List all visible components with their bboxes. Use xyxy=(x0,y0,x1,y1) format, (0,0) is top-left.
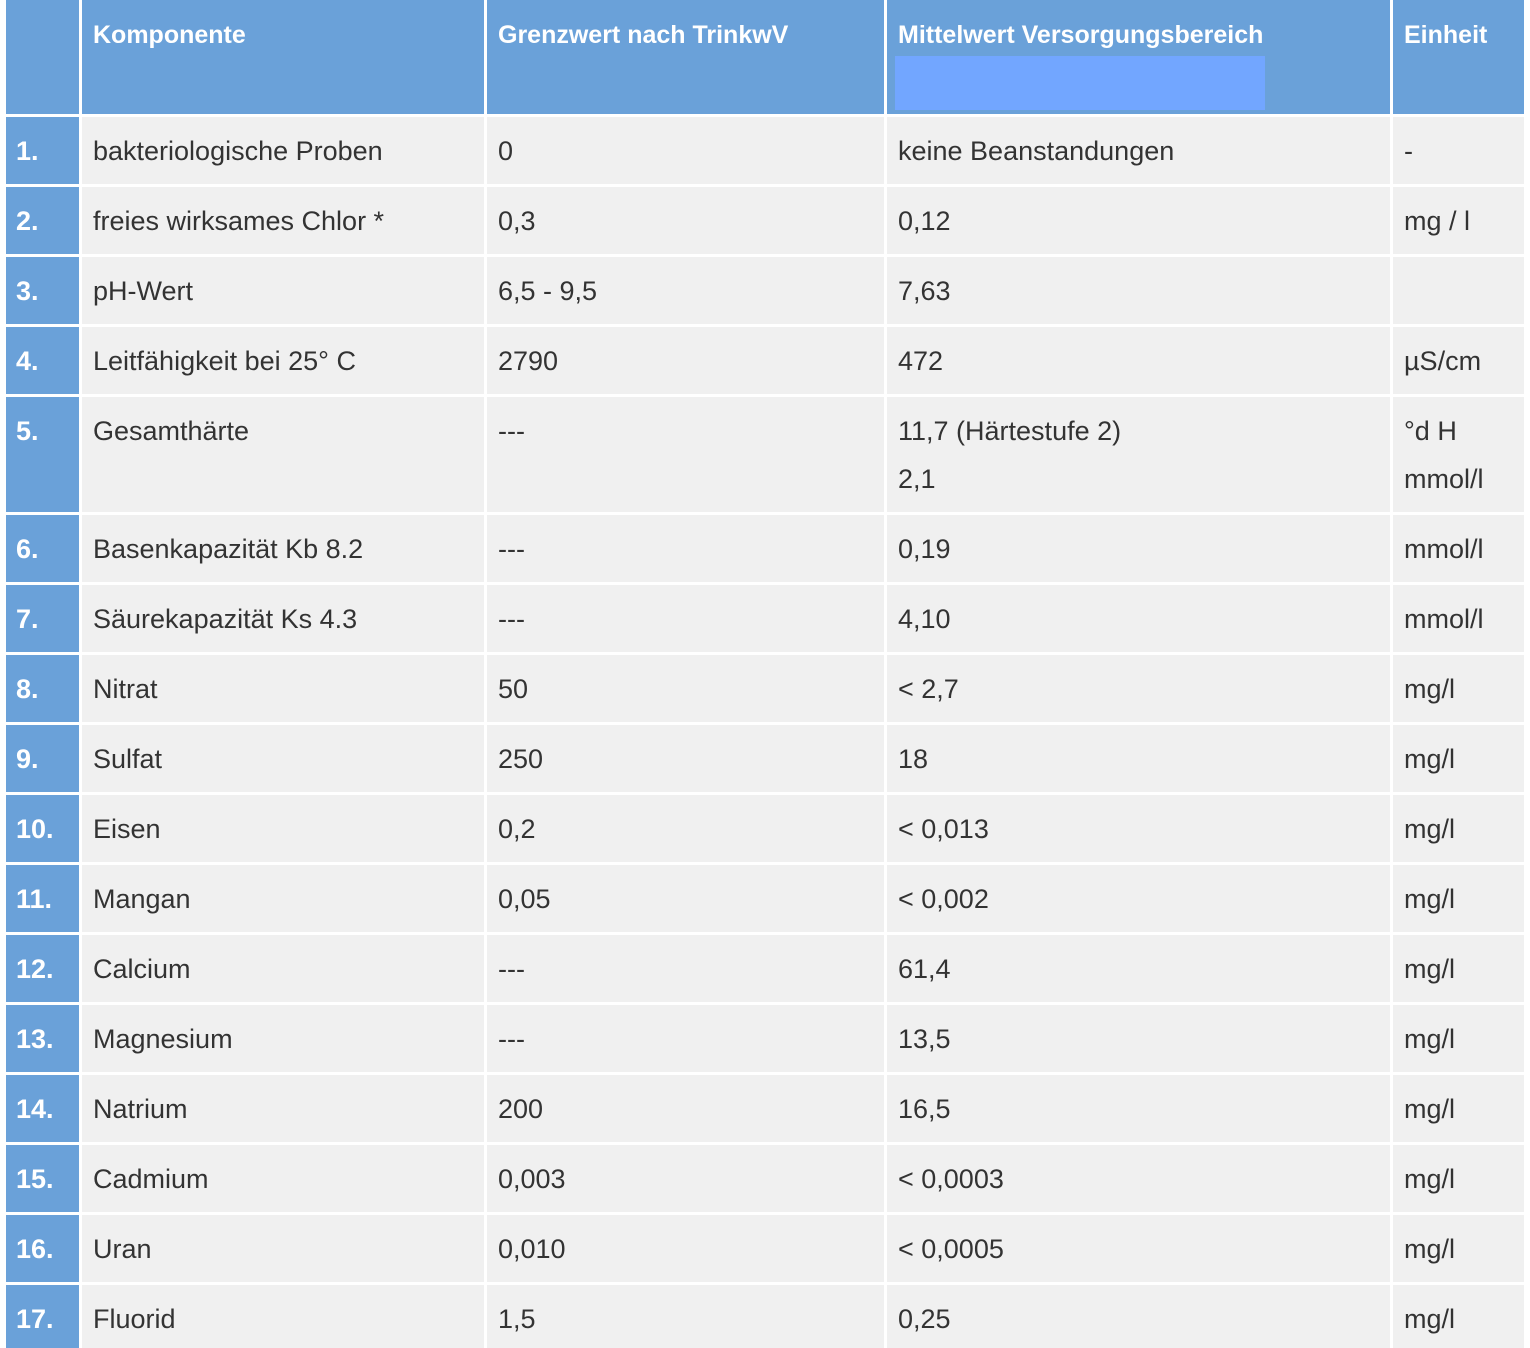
unit-value: mg/l xyxy=(1404,814,1456,844)
limit-value-cell: 0,010 xyxy=(487,1215,884,1282)
header-cell-component: Komponente xyxy=(82,0,484,114)
unit-cell xyxy=(1393,865,1524,932)
limit-value-cell: --- xyxy=(487,515,884,582)
row-number-cell: 14. xyxy=(6,1075,79,1142)
table-row xyxy=(6,935,1524,1002)
mean-value-secondary: 2,1 xyxy=(898,464,936,494)
limit-value-cell: 0,003 xyxy=(487,1145,884,1212)
unit-value: - xyxy=(1404,136,1413,166)
table-row xyxy=(6,1285,1524,1348)
unit-cell xyxy=(1393,1075,1524,1142)
limit-value-cell: 0,2 xyxy=(487,795,884,862)
header-cell-mean xyxy=(887,0,1390,114)
limit-value-cell: --- xyxy=(487,397,884,512)
unit-value: mg/l xyxy=(1404,674,1456,704)
unit-cell xyxy=(1393,795,1524,862)
row-number-cell: 6. xyxy=(6,515,79,582)
row-number-cell: 1. xyxy=(6,117,79,184)
limit-value-cell: 250 xyxy=(487,725,884,792)
unit-cell xyxy=(1393,725,1524,792)
mean-value: 0,25 xyxy=(898,1304,951,1334)
unit-value: mg/l xyxy=(1404,1164,1456,1194)
row-number-cell: 7. xyxy=(6,585,79,652)
unit-cell xyxy=(1393,1145,1524,1212)
limit-value-cell: --- xyxy=(487,585,884,652)
unit-cell xyxy=(1393,655,1524,722)
mean-value-cell xyxy=(887,585,1390,652)
unit-cell xyxy=(1393,1285,1524,1348)
component-cell: Fluorid xyxy=(82,1285,484,1348)
table-row xyxy=(6,585,1524,652)
mean-value: 472 xyxy=(898,346,944,376)
unit-value: mg/l xyxy=(1404,744,1456,774)
component-cell: bakteriologische Proben xyxy=(82,117,484,184)
component-cell: Magnesium xyxy=(82,1005,484,1072)
mean-value: 7,63 xyxy=(898,276,951,306)
mean-value: 61,4 xyxy=(898,954,951,984)
unit-cell xyxy=(1393,117,1524,184)
mean-value: 4,10 xyxy=(898,604,951,634)
unit-cell xyxy=(1393,515,1524,582)
unit-cell xyxy=(1393,397,1524,512)
unit-cell xyxy=(1393,1005,1524,1072)
unit-cell xyxy=(1393,257,1524,324)
mean-value: < 0,002 xyxy=(898,884,989,914)
component-cell: Mangan xyxy=(82,865,484,932)
unit-value: mmol/l xyxy=(1404,534,1484,564)
mean-value: 0,12 xyxy=(898,206,951,236)
row-number-cell: 8. xyxy=(6,655,79,722)
header-cell-limit: Grenzwert nach TrinkwV xyxy=(487,0,884,114)
unit-value: mg/l xyxy=(1404,1304,1456,1334)
water-analysis-table-container xyxy=(6,0,1524,1348)
unit-value: °d H xyxy=(1404,416,1457,446)
unit-cell xyxy=(1393,187,1524,254)
mean-value-cell xyxy=(887,795,1390,862)
unit-value: mg/l xyxy=(1404,1234,1456,1264)
mean-value-cell xyxy=(887,1145,1390,1212)
table-row xyxy=(6,187,1524,254)
limit-value-cell: 6,5 - 9,5 xyxy=(487,257,884,324)
component-cell: Uran xyxy=(82,1215,484,1282)
component-cell: Basenkapazität Kb 8.2 xyxy=(82,515,484,582)
row-number-cell: 4. xyxy=(6,327,79,394)
mean-value-cell xyxy=(887,327,1390,394)
table-row xyxy=(6,655,1524,722)
limit-value-cell: 50 xyxy=(487,655,884,722)
unit-value: mmol/l xyxy=(1404,604,1484,634)
limit-value-cell: 0,05 xyxy=(487,865,884,932)
limit-value-cell: 1,5 xyxy=(487,1285,884,1348)
row-number-cell: 3. xyxy=(6,257,79,324)
limit-value-cell: --- xyxy=(487,935,884,1002)
mean-value-cell xyxy=(887,397,1390,512)
mean-value: 18 xyxy=(898,744,929,774)
mean-value: < 2,7 xyxy=(898,674,959,704)
unit-cell xyxy=(1393,327,1524,394)
component-cell: Natrium xyxy=(82,1075,484,1142)
header-row xyxy=(6,0,1524,114)
mean-value-cell xyxy=(887,1285,1390,1348)
mean-value-cell xyxy=(887,257,1390,324)
row-number-cell: 13. xyxy=(6,1005,79,1072)
unit-cell xyxy=(1393,1215,1524,1282)
mean-value-cell xyxy=(887,117,1390,184)
mean-value-cell xyxy=(887,515,1390,582)
component-cell: Säurekapazität Ks 4.3 xyxy=(82,585,484,652)
component-cell: Eisen xyxy=(82,795,484,862)
component-cell: Gesamthärte xyxy=(82,397,484,512)
limit-value-cell: 0 xyxy=(487,117,884,184)
unit-value: µS/cm xyxy=(1404,346,1482,376)
table-row xyxy=(6,515,1524,582)
component-cell: Leitfähigkeit bei 25° C xyxy=(82,327,484,394)
mean-value-cell xyxy=(887,865,1390,932)
mean-value: 13,5 xyxy=(898,1024,951,1054)
unit-value: mg/l xyxy=(1404,884,1456,914)
component-cell: Nitrat xyxy=(82,655,484,722)
mean-value-cell xyxy=(887,1215,1390,1282)
limit-value-cell: --- xyxy=(487,1005,884,1072)
component-cell: freies wirksames Chlor * xyxy=(82,187,484,254)
header-mean-label: Mittelwert Versorgungsbereich xyxy=(898,21,1264,49)
table-row xyxy=(6,725,1524,792)
mean-value: < 0,013 xyxy=(898,814,989,844)
row-number-cell: 12. xyxy=(6,935,79,1002)
table-row xyxy=(6,795,1524,862)
component-cell: Calcium xyxy=(82,935,484,1002)
header-cell-unit: Einheit xyxy=(1393,0,1524,114)
mean-value-cell xyxy=(887,725,1390,792)
table-row xyxy=(6,117,1524,184)
table-body xyxy=(6,117,1524,1348)
table-row xyxy=(6,1075,1524,1142)
limit-value-cell: 2790 xyxy=(487,327,884,394)
component-cell: Sulfat xyxy=(82,725,484,792)
header-cell-number xyxy=(6,0,79,114)
table-row xyxy=(6,1005,1524,1072)
unit-value: mg/l xyxy=(1404,1024,1456,1054)
unit-value: mg/l xyxy=(1404,954,1456,984)
redaction-block xyxy=(895,56,1265,110)
table-row xyxy=(6,1215,1524,1282)
table-row xyxy=(6,327,1524,394)
table-row xyxy=(6,257,1524,324)
row-number-cell: 9. xyxy=(6,725,79,792)
mean-value-cell xyxy=(887,187,1390,254)
mean-value: 16,5 xyxy=(898,1094,951,1124)
component-cell: pH-Wert xyxy=(82,257,484,324)
row-number-cell: 5. xyxy=(6,397,79,512)
mean-value: keine Beanstandungen xyxy=(898,136,1175,166)
row-number-cell: 17. xyxy=(6,1285,79,1348)
mean-value: 11,7 (Härtestufe 2) xyxy=(898,416,1122,446)
mean-value-cell xyxy=(887,935,1390,1002)
mean-value-cell xyxy=(887,655,1390,722)
row-number-cell: 2. xyxy=(6,187,79,254)
mean-value: < 0,0003 xyxy=(898,1164,1004,1194)
unit-value: mg/l xyxy=(1404,1094,1456,1124)
mean-value: 0,19 xyxy=(898,534,951,564)
table-row xyxy=(6,397,1524,512)
row-number-cell: 11. xyxy=(6,865,79,932)
row-number-cell: 15. xyxy=(6,1145,79,1212)
limit-value-cell: 200 xyxy=(487,1075,884,1142)
component-cell: Cadmium xyxy=(82,1145,484,1212)
row-number-cell: 10. xyxy=(6,795,79,862)
table-row xyxy=(6,1145,1524,1212)
unit-value-secondary: mmol/l xyxy=(1404,464,1484,494)
unit-value: mg / l xyxy=(1404,206,1471,236)
mean-value-cell xyxy=(887,1005,1390,1072)
mean-value-cell xyxy=(887,1075,1390,1142)
limit-value-cell: 0,3 xyxy=(487,187,884,254)
unit-cell xyxy=(1393,935,1524,1002)
table-row xyxy=(6,865,1524,932)
unit-cell xyxy=(1393,585,1524,652)
water-analysis-table xyxy=(6,0,1524,1348)
mean-value: < 0,0005 xyxy=(898,1234,1004,1264)
row-number-cell: 16. xyxy=(6,1215,79,1282)
